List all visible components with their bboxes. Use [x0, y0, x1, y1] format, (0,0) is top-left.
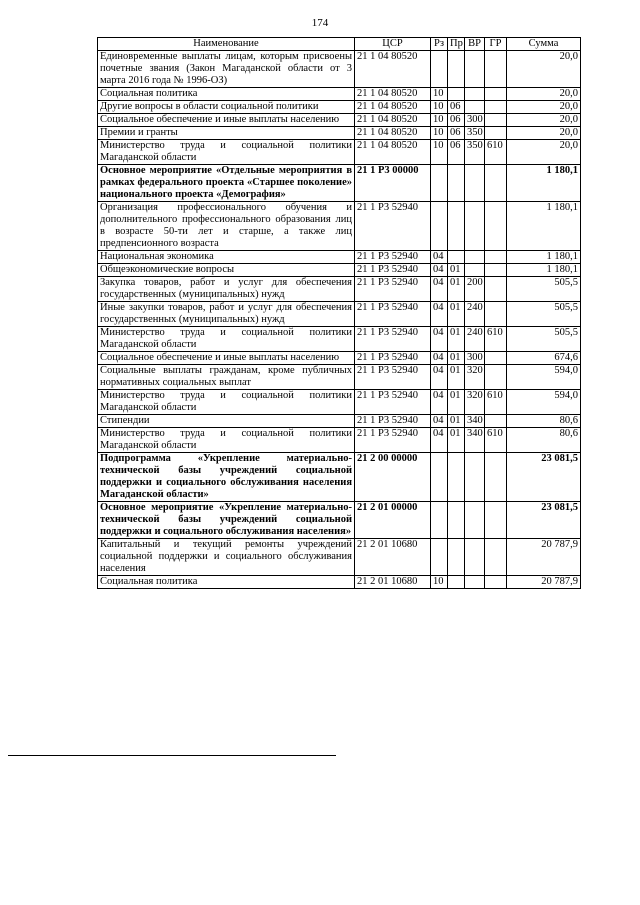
- cell-pr: 01: [448, 428, 465, 453]
- cell-gr: 610: [485, 428, 507, 453]
- cell-sum: 20,0: [507, 101, 581, 114]
- cell-vr: [465, 51, 485, 88]
- cell-name: Социальное обеспечение и иные выплаты населению: [98, 114, 355, 127]
- cell-rz: 04: [431, 327, 448, 352]
- cell-name: Социальное обеспечение и иные выплаты населению: [98, 352, 355, 365]
- cell-gr: 610: [485, 140, 507, 165]
- cell-gr: [485, 264, 507, 277]
- cell-rz: 10: [431, 127, 448, 140]
- table-row: [98, 453, 581, 502]
- cell-sum: 23 081,5: [507, 453, 581, 502]
- cell-vr: [465, 101, 485, 114]
- cell-sum: 1 180,1: [507, 251, 581, 264]
- header-vr: ВР: [465, 38, 485, 51]
- cell-csr: 21 1 04 80520: [355, 127, 431, 140]
- cell-rz: 10: [431, 114, 448, 127]
- cell-pr: [448, 576, 465, 589]
- cell-name: Закупка товаров, работ и услуг для обеспечения государственных (муниципальных) нужд: [98, 277, 355, 302]
- cell-name: Социальная политика: [98, 576, 355, 589]
- cell-csr: 21 1 04 80520: [355, 88, 431, 101]
- cell-csr: 21 1 P3 52940: [355, 428, 431, 453]
- cell-vr: 300: [465, 114, 485, 127]
- cell-sum: 1 180,1: [507, 202, 581, 251]
- cell-name: Социальные выплаты гражданам, кроме публичных нормативных социальных выплат: [98, 365, 355, 390]
- cell-rz: 04: [431, 390, 448, 415]
- cell-csr: 21 1 P3 52940: [355, 264, 431, 277]
- cell-rz: [431, 202, 448, 251]
- cell-gr: [485, 165, 507, 202]
- cell-csr: 21 1 P3 52940: [355, 202, 431, 251]
- header-pr: Пр: [448, 38, 465, 51]
- cell-rz: 04: [431, 428, 448, 453]
- table-row: [98, 202, 581, 251]
- table-row: [98, 428, 581, 453]
- cell-gr: [485, 365, 507, 390]
- cell-pr: 01: [448, 365, 465, 390]
- cell-vr: [465, 502, 485, 539]
- cell-name: Основное мероприятие «Укрепление материально-технической базы учреждений социальной поддержки и социального обслуживания населения»: [98, 502, 355, 539]
- cell-gr: 610: [485, 327, 507, 352]
- cell-vr: 350: [465, 127, 485, 140]
- cell-vr: [465, 165, 485, 202]
- cell-gr: [485, 502, 507, 539]
- cell-vr: [465, 88, 485, 101]
- table-header-row: [98, 38, 581, 51]
- table-row: [98, 365, 581, 390]
- cell-name: Министерство труда и социальной политики Магаданской области: [98, 140, 355, 165]
- cell-gr: [485, 539, 507, 576]
- cell-sum: 20,0: [507, 51, 581, 88]
- cell-vr: [465, 539, 485, 576]
- footer-rule: [8, 755, 336, 756]
- cell-csr: 21 1 04 80520: [355, 140, 431, 165]
- cell-gr: [485, 114, 507, 127]
- cell-sum: 23 081,5: [507, 502, 581, 539]
- cell-name: Стипендии: [98, 415, 355, 428]
- cell-sum: 20 787,9: [507, 576, 581, 589]
- cell-sum: 505,5: [507, 327, 581, 352]
- cell-pr: 06: [448, 140, 465, 165]
- cell-csr: 21 1 P3 52940: [355, 327, 431, 352]
- header-gr: ГР: [485, 38, 507, 51]
- cell-sum: 674,6: [507, 352, 581, 365]
- cell-sum: 594,0: [507, 390, 581, 415]
- cell-vr: [465, 453, 485, 502]
- cell-name: Иные закупки товаров, работ и услуг для обеспечения государственных (муниципальных) нужд: [98, 302, 355, 327]
- table-row: [98, 390, 581, 415]
- cell-csr: 21 1 P3 52940: [355, 352, 431, 365]
- cell-name: Единовременные выплаты лицам, которым присвоены почетные звания (Закон Магаданской области от 3 марта 2016 года № 1996-ОЗ): [98, 51, 355, 88]
- cell-csr: 21 1 04 80520: [355, 51, 431, 88]
- cell-name: Социальная политика: [98, 88, 355, 101]
- cell-vr: [465, 264, 485, 277]
- cell-gr: [485, 277, 507, 302]
- table-row: [98, 251, 581, 264]
- table-row: [98, 51, 581, 88]
- cell-rz: 04: [431, 352, 448, 365]
- cell-vr: 320: [465, 390, 485, 415]
- cell-rz: 10: [431, 88, 448, 101]
- cell-gr: [485, 251, 507, 264]
- cell-csr: 21 1 P3 52940: [355, 390, 431, 415]
- cell-sum: 594,0: [507, 365, 581, 390]
- cell-vr: 340: [465, 415, 485, 428]
- header-csr: ЦСР: [355, 38, 431, 51]
- table-row: [98, 165, 581, 202]
- cell-pr: [448, 51, 465, 88]
- cell-rz: [431, 51, 448, 88]
- cell-rz: 04: [431, 302, 448, 327]
- page-number: 174: [311, 17, 329, 29]
- cell-pr: 06: [448, 101, 465, 114]
- cell-csr: 21 1 04 80520: [355, 114, 431, 127]
- cell-name: Национальная экономика: [98, 251, 355, 264]
- cell-sum: 1 180,1: [507, 264, 581, 277]
- cell-pr: 01: [448, 327, 465, 352]
- cell-sum: 80,6: [507, 428, 581, 453]
- cell-sum: 505,5: [507, 302, 581, 327]
- cell-rz: [431, 502, 448, 539]
- cell-pr: [448, 539, 465, 576]
- table-row: [98, 140, 581, 165]
- cell-rz: 04: [431, 251, 448, 264]
- cell-csr: 21 1 P3 52940: [355, 365, 431, 390]
- table-row: [98, 352, 581, 365]
- cell-pr: 01: [448, 390, 465, 415]
- header-sum: Сумма: [507, 38, 581, 51]
- cell-gr: [485, 415, 507, 428]
- cell-vr: 200: [465, 277, 485, 302]
- cell-sum: 20 787,9: [507, 539, 581, 576]
- table-row: [98, 539, 581, 576]
- cell-vr: 300: [465, 352, 485, 365]
- table-row: [98, 502, 581, 539]
- cell-rz: [431, 453, 448, 502]
- cell-pr: 01: [448, 302, 465, 327]
- cell-vr: [465, 202, 485, 251]
- budget-table: [97, 37, 581, 589]
- cell-csr: 21 2 01 10680: [355, 539, 431, 576]
- cell-csr: 21 1 P3 52940: [355, 251, 431, 264]
- cell-pr: 01: [448, 277, 465, 302]
- cell-sum: 20,0: [507, 140, 581, 165]
- cell-csr: 21 1 P3 52940: [355, 302, 431, 327]
- cell-rz: 10: [431, 576, 448, 589]
- cell-gr: [485, 51, 507, 88]
- cell-sum: 80,6: [507, 415, 581, 428]
- table-row: [98, 415, 581, 428]
- cell-rz: 04: [431, 264, 448, 277]
- cell-name: Премии и гранты: [98, 127, 355, 140]
- cell-csr: 21 1 P3 52940: [355, 415, 431, 428]
- cell-pr: 01: [448, 415, 465, 428]
- cell-csr: 21 1 P3 52940: [355, 277, 431, 302]
- cell-csr: 21 2 01 00000: [355, 502, 431, 539]
- cell-vr: [465, 251, 485, 264]
- cell-pr: [448, 502, 465, 539]
- table-row: [98, 327, 581, 352]
- cell-csr: 21 1 P3 00000: [355, 165, 431, 202]
- cell-vr: 240: [465, 302, 485, 327]
- cell-gr: [485, 101, 507, 114]
- cell-pr: 06: [448, 114, 465, 127]
- cell-rz: [431, 539, 448, 576]
- cell-rz: 10: [431, 101, 448, 114]
- cell-vr: 350: [465, 140, 485, 165]
- table-row: [98, 127, 581, 140]
- header-name: Наименование: [98, 38, 355, 51]
- cell-name: Министерство труда и социальной политики Магаданской области: [98, 428, 355, 453]
- table-body: [98, 51, 581, 589]
- cell-name: Общеэкономические вопросы: [98, 264, 355, 277]
- cell-name: Министерство труда и социальной политики Магаданской области: [98, 327, 355, 352]
- table-row: [98, 88, 581, 101]
- cell-csr: 21 1 04 80520: [355, 101, 431, 114]
- cell-rz: 04: [431, 277, 448, 302]
- cell-vr: [465, 576, 485, 589]
- cell-name: Капитальный и текущий ремонты учреждений социальной поддержки и социального обслуживания населения: [98, 539, 355, 576]
- cell-csr: 21 2 00 00000: [355, 453, 431, 502]
- cell-name: Другие вопросы в области социальной политики: [98, 101, 355, 114]
- cell-name: Основное мероприятие «Отдельные мероприятия в рамках федерального проекта «Старшее поколение» национального проекта «Демография»: [98, 165, 355, 202]
- cell-pr: [448, 453, 465, 502]
- cell-gr: [485, 352, 507, 365]
- cell-sum: 20,0: [507, 88, 581, 101]
- cell-csr: 21 2 01 10680: [355, 576, 431, 589]
- cell-pr: 06: [448, 127, 465, 140]
- cell-pr: 01: [448, 352, 465, 365]
- cell-pr: [448, 202, 465, 251]
- cell-pr: [448, 251, 465, 264]
- cell-gr: 610: [485, 390, 507, 415]
- cell-rz: 04: [431, 365, 448, 390]
- cell-pr: [448, 88, 465, 101]
- cell-sum: 1 180,1: [507, 165, 581, 202]
- cell-rz: 04: [431, 415, 448, 428]
- table-row: [98, 114, 581, 127]
- table-row: [98, 576, 581, 589]
- cell-sum: 20,0: [507, 114, 581, 127]
- cell-vr: 240: [465, 327, 485, 352]
- header-rz: Рз: [431, 38, 448, 51]
- cell-name: Подпрограмма «Укрепление материально-технической базы учреждений социальной поддержки и социального обслуживания населения Магаданской области»: [98, 453, 355, 502]
- cell-gr: [485, 576, 507, 589]
- cell-gr: [485, 127, 507, 140]
- cell-name: Организация профессионального обучения и дополнительного профессионального образования лиц в возрасте 50-ти лет и старше, а также лиц предпенсионного возраста: [98, 202, 355, 251]
- cell-vr: 340: [465, 428, 485, 453]
- cell-pr: 01: [448, 264, 465, 277]
- cell-name: Министерство труда и социальной политики Магаданской области: [98, 390, 355, 415]
- cell-sum: 20,0: [507, 127, 581, 140]
- table-row: [98, 264, 581, 277]
- cell-vr: 320: [465, 365, 485, 390]
- cell-pr: [448, 165, 465, 202]
- table-row: [98, 302, 581, 327]
- table-row: [98, 101, 581, 114]
- cell-gr: [485, 453, 507, 502]
- cell-rz: 10: [431, 140, 448, 165]
- cell-gr: [485, 302, 507, 327]
- table-row: [98, 277, 581, 302]
- cell-sum: 505,5: [507, 277, 581, 302]
- cell-rz: [431, 165, 448, 202]
- cell-gr: [485, 202, 507, 251]
- cell-gr: [485, 88, 507, 101]
